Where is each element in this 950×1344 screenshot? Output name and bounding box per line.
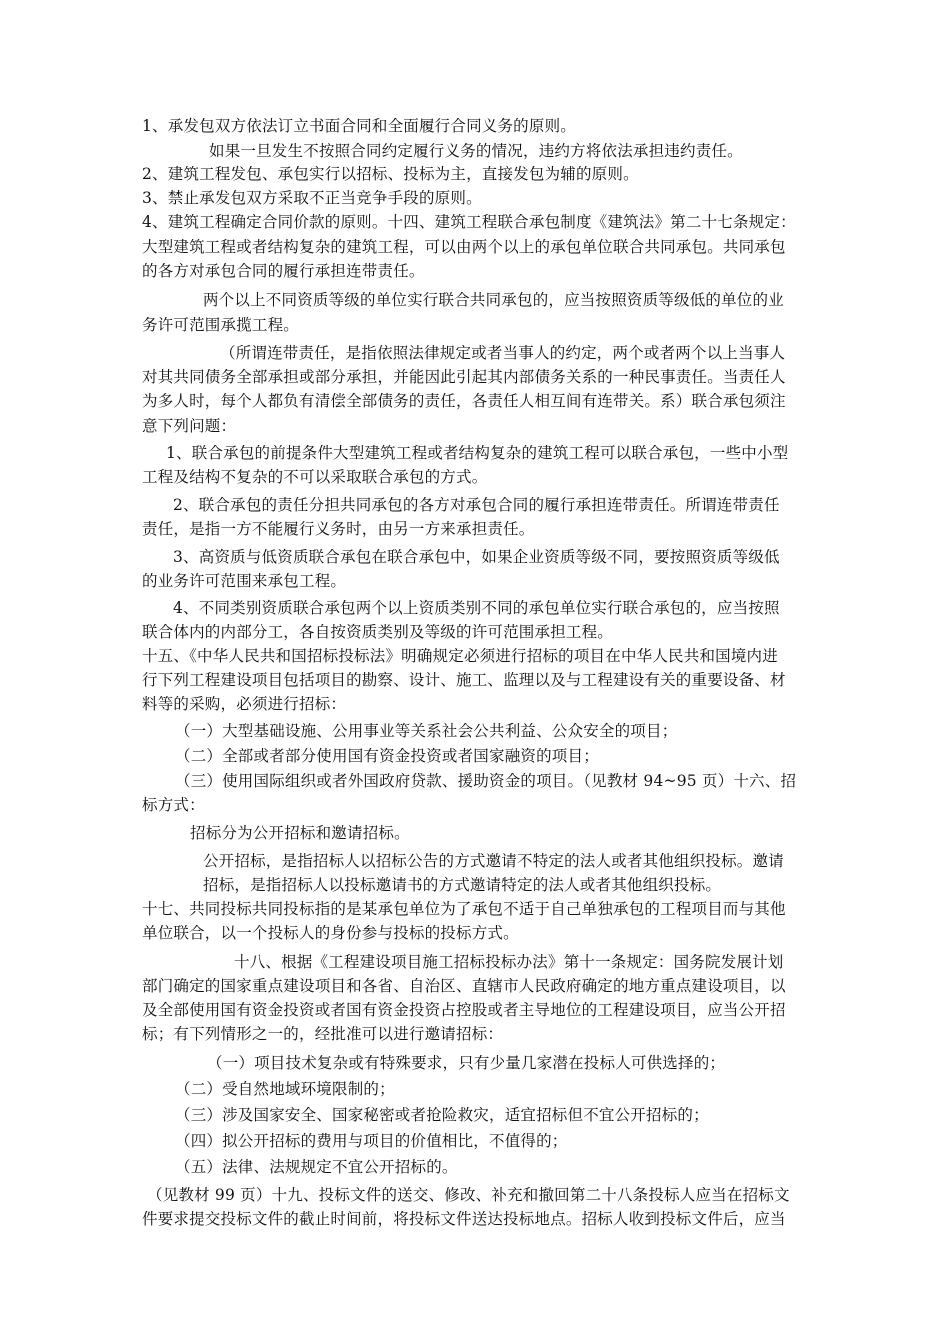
text-line: （见教材 99 页）十九、投标文件的送交、修改、补充和撤回第二十八条投标人应当在招标文 [147, 1186, 790, 1204]
text-line: （一）项目技术复杂或有特殊要求，只有少量几家潜在投标人可供选择的； [207, 1054, 726, 1072]
text-line: 标方式： [142, 796, 205, 814]
text-line: 十八、根据《工程建设项目施工招标投标办法》第十一条规定：国务院发展计划 [234, 953, 784, 971]
text-line: 料等的采购，必须进行招标： [142, 695, 347, 713]
text-line: （三）使用国际组织或者外国政府贷款、援助资金的项目。（见教材 94~95 页）十六、招 [175, 772, 797, 790]
text-line: 公开招标，是指招标人以招标公告的方式邀请不特定的法人或者其他组织投标。邀请 [203, 852, 784, 870]
text-line: 1、承发包双方依法订立书面合同和全面履行合同义务的原则。 [142, 117, 576, 135]
text-line: 2、建筑工程发包、承包实行以招标、投标为主，直接发包为辅的原则。 [142, 165, 639, 183]
text-line: 联合体内的内部分工，各自按资质类别及等级的许可范围承担工程。 [142, 623, 614, 641]
text-line: 务许可范围承揽工程。 [142, 316, 300, 334]
text-line: （所谓连带责任，是指依照法律规定或者当事人的约定，两个或者两个以上当事人 [220, 344, 786, 362]
text-line: 行下列工程建设项目包括项目的勘察、设计、施工、监理以及与工程建设有关的重要设备、材 [142, 671, 786, 689]
text-line: 单位联合，以一个投标人的身份参与投标的投标方式。 [142, 924, 519, 942]
text-line: 部门确定的国家重点建设项目和各省、自治区、直辖市人民政府确定的地方重点建设项目，以 [142, 977, 786, 995]
text-line: 对其共同债务全部承担或部分承担，并能因此引起其内部债务关系的一种民事责任。当责任人 [142, 368, 786, 386]
text-line: 3、高资质与低资质联合承包在联合承包中，如果企业资质等级不同，要按照资质等级低 [173, 548, 780, 566]
text-line: 十七、共同投标共同投标指的是某承包单位为了承包不适于自己单独承包的工程项目而与其他 [142, 900, 786, 918]
text-line: （一）大型基础设施、公用事业等关系社会公共利益、公众安全的项目； [175, 722, 678, 740]
text-line: 标；有下列情形之一的，经批准可以进行邀请招标： [142, 1025, 504, 1043]
text-line: （二）全部或者部分使用国有资金投资或者国家融资的项目； [175, 747, 599, 765]
text-line: （三）涉及国家安全、国家秘密或者抢险救灾，适宜招标但不宜公开招标的； [175, 1106, 709, 1124]
text-line: 1、联合承包的前提条件大型建筑工程或者结构复杂的建筑工程可以联合承包，一些中小型 [166, 444, 789, 462]
text-line: 意下列问题： [142, 417, 237, 435]
text-line: 4、不同类别资质联合承包两个以上资质类别不同的承包单位实行联合承包的，应当按照 [173, 599, 780, 617]
text-line: （四）拟公开招标的费用与项目的价值相比，不值得的； [175, 1132, 568, 1150]
text-line: 及全部使用国有资金投资或者国有资金投资占控股或者主导地位的工程建设项目，应当公开招 [142, 1001, 786, 1019]
text-line: 招标分为公开招标和邀请招标。 [190, 824, 410, 842]
text-line: 工程及结构不复杂的不可以采取联合承包的方式。 [142, 468, 488, 486]
text-line: 件要求提交投标文件的截止时间前，将投标文件送达投标地点。招标人收到投标文件后，应当 [142, 1210, 786, 1228]
text-line: 大型建筑工程或者结构复杂的建筑工程，可以由两个以上的承包单位联合共同承包。共同承包 [142, 238, 786, 256]
text-line: （二）受自然地域环境限制的； [175, 1080, 395, 1098]
text-line: 两个以上不同资质等级的单位实行联合共同承包的，应当按照资质等级低的单位的业 [203, 291, 784, 309]
text-line: 十五、《中华人民共和国招标投标法》明确规定必须进行招标的项目在中华人民共和国境内进 [142, 647, 778, 665]
text-line: 的各方对承包合同的履行承担连带责任。 [142, 262, 425, 280]
text-line: 招标，是指招标人以投标邀请书的方式邀请特定的法人或者其他组织投标。 [203, 876, 722, 894]
text-line: 为多人时，每个人都负有清偿全部债务的责任，各责任人相互间有连带关。系）联合承包须注 [142, 392, 786, 410]
text-line: 3、禁止承发包双方采取不正当竞争手段的原则。 [142, 189, 482, 207]
text-line: （五）法律、法规规定不宜公开招标的。 [175, 1158, 458, 1176]
text-line: 2、联合承包的责任分担共同承包的各方对承包合同的履行承担连带责任。所谓连带责任 [173, 496, 780, 514]
text-line: 如果一旦发生不按照合同约定履行义务的情况，违约方将依法承担违约责任。 [209, 142, 743, 160]
text-line: 4、建筑工程确定合同价款的原则。十四、建筑工程联合承包制度《建筑法》第二十七条规定： [142, 213, 796, 231]
text-line: 责任，是指一方不能履行义务时，由另一方来承担责任。 [142, 520, 535, 538]
text-line: 的业务许可范围来承包工程。 [142, 572, 347, 590]
